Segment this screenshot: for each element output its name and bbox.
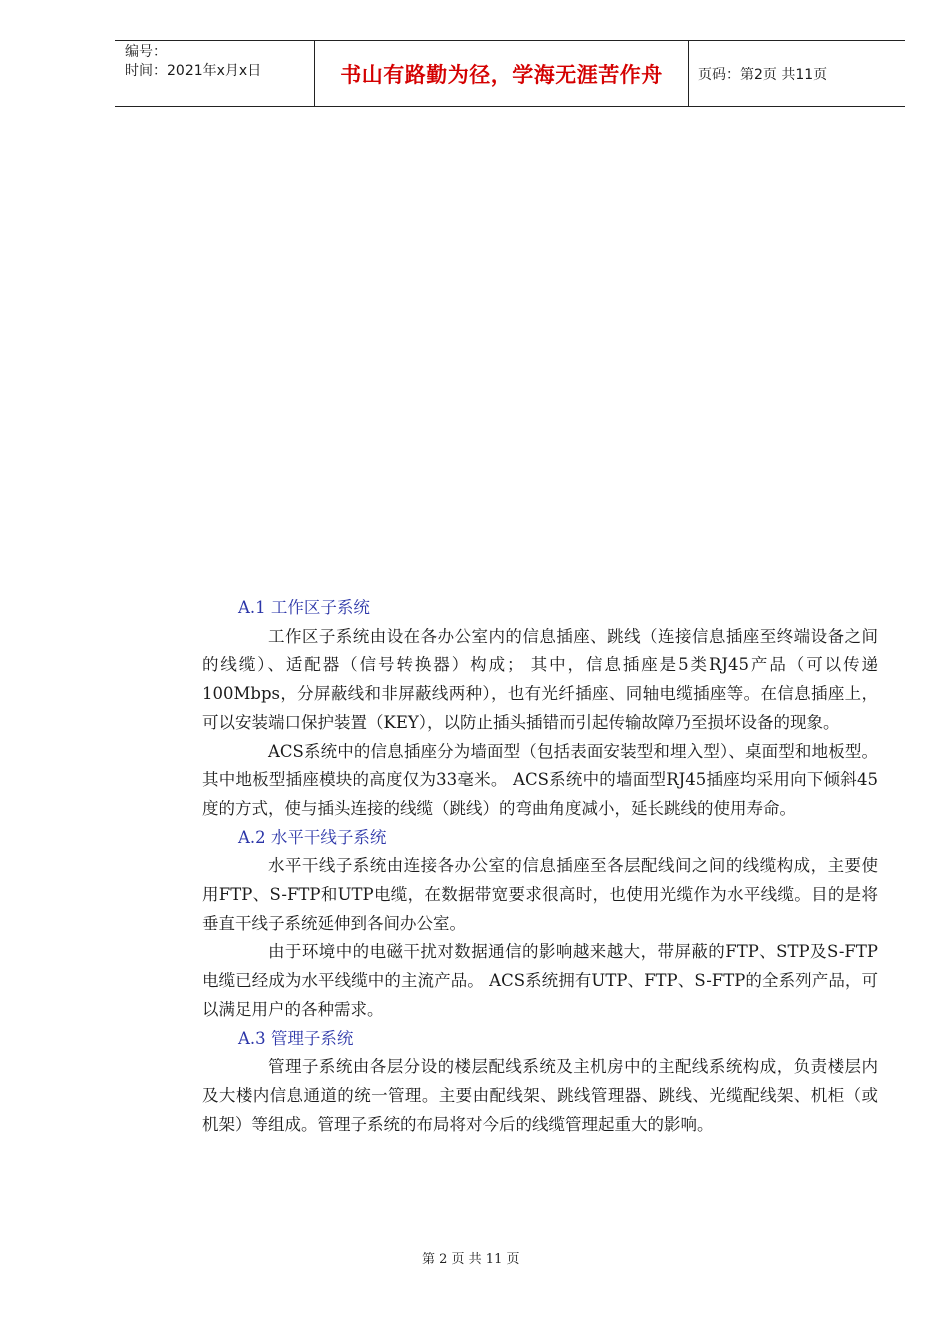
- section-horizontal-trunk: [202, 824, 878, 1025]
- motto-cell: [315, 41, 689, 106]
- footer-page-number: 第 2 页 共 11 页: [422, 1252, 520, 1267]
- page-footer: [0, 1248, 950, 1267]
- section-heading: A.3 管理子系统: [238, 1028, 354, 1048]
- section-work-area: [202, 594, 878, 824]
- paragraph: 水平干线子系统由连接各办公室的信息插座至各层配线间之间的线缆构成，主要使用FTP、S-FTP和UTP电缆，在数据带宽要求很高时，也使用光缆作为水平线缆。目的是将垂直干线子系统延伸到各间办公室。: [202, 856, 878, 933]
- document-body: [202, 594, 878, 1139]
- paragraph: 工作区子系统由设在各办公室内的信息插座、跳线（连接信息插座至终端设备之间的线缆）、适配器（信号转换器）构成； 其中，信息插座是5类RJ45产品（可以传递100Mbps，分屏蔽线和非屏蔽线两种），也有光纤插座、同轴电缆插座等。在信息插座上，可以安装端口保护装置（KEY），以防止插头插错而引起传输故障乃至损坏设备的现象。: [202, 626, 878, 732]
- document-header: [115, 40, 905, 107]
- paragraph: 管理子系统由各层分设的楼层配线系统及主机房中的主配线系统构成，负责楼层内及大楼内信息通道的统一管理。主要由配线架、跳线管理器、跳线、光缆配线架、机柜（或机架）等组成。管理子系统的布局将对今后的线缆管理起重大的影响。: [202, 1057, 878, 1134]
- page-info-text: 页码：第2页 共11页: [698, 66, 828, 83]
- section-management: [202, 1025, 878, 1140]
- paragraph: ACS系统中的信息插座分为墙面型（包括表面安装型和埋入型）、桌面型和地板型。其中地板型插座模块的高度仅为33毫米。 ACS系统中的墙面型RJ45插座均采用向下倾斜45度的方式，使与插头连接的线缆（跳线）的弯曲角度减小，延长跳线的使用寿命。: [202, 741, 878, 818]
- paragraph: 由于环境中的电磁干扰对数据通信的影响越来越大，带屏蔽的FTP、STP及S-FTP电缆已经成为水平线缆中的主流产品。 ACS系统拥有UTP、FTP、S-FTP的全系列产品，可以满足用户的各种需求。: [202, 942, 878, 1019]
- motto-text: 书山有路勤为径，学海无涯苦作舟: [340, 62, 663, 87]
- header-meta-cell: [115, 41, 315, 106]
- date-label: 时间：2021年x月x日: [125, 63, 262, 79]
- page-info-cell: [689, 41, 905, 106]
- section-heading: A.2 水平干线子系统: [238, 827, 387, 847]
- section-heading: A.1 工作区子系统: [238, 598, 370, 617]
- number-label: 编号：: [125, 44, 167, 60]
